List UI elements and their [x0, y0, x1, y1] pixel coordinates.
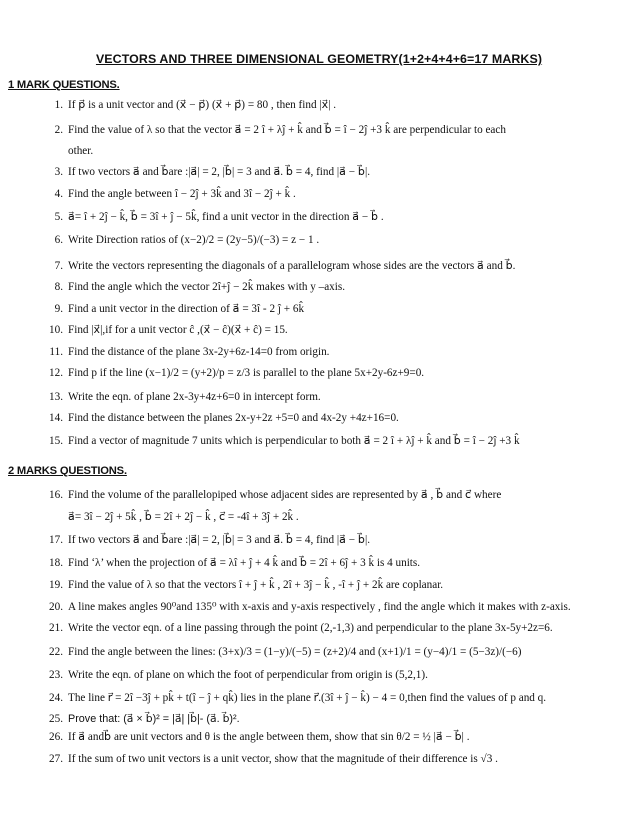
question-number: 22. [49, 646, 63, 658]
question-number: 1. [54, 99, 63, 111]
section-heading-2-marks: 2 MARKS QUESTIONS. [8, 465, 127, 477]
question-continuation: a⃗= 3î − 2ĵ + 5k̂ , b⃗ = 2î + 2ĵ − k̂ , c⃗ = -4î + 3ĵ + 2k̂ . [68, 511, 299, 523]
question-number: 12. [49, 367, 63, 379]
question-number: 15. [49, 435, 63, 447]
question-text: Find p if the line (x−1)/2 = (y+2)/p = z/3 is parallel to the plane 5x+2y-6z+9=0. [68, 367, 425, 379]
question-text: a⃗= î + 2ĵ − k̂, b⃗ = 3î + ĵ − 5k̂, find a unit vector in the direction a⃗ − b⃗ . [68, 211, 384, 223]
question-text: Find the angle between the lines: (3+x)/3 = (1−y)/(−5) = (z+2)/4 and (x+1)/1 = (y−4)/1 = (5−3z)/(−6) [68, 646, 522, 658]
question-number: 3. [54, 166, 63, 178]
question-text: A line makes angles 90⁰and 135⁰ with x-axis and y-axis respectively , find the angle which it makes with z-axis. [68, 601, 571, 613]
question-text: Find |x⃗|,if for a unit vector ĉ ,(x⃗ − ĉ)(x⃗ + ĉ) = 15. [68, 324, 288, 336]
question-number: 8. [54, 281, 63, 293]
question-text: If two vectors a⃗ and b⃗are :|a⃗| = 2, |b⃗| = 3 and a⃗. b⃗ = 4, find |a⃗ − b⃗|. [68, 534, 371, 546]
question-number: 14. [49, 412, 63, 424]
question-text: Find the angle which the vector 2î+ĵ − 2k̂ makes with y –axis. [68, 281, 346, 293]
question-text: The line r⃗ = 2î −3ĵ + pk̂ + t(î − ĵ + qk̂) lies in the plane r⃗.(3î + ĵ − k̂) − 4 = 0,then find the values of p and q. [68, 692, 547, 704]
question-text: Write Direction ratios of (x−2)/2 = (2y−5)/(−3) = z − 1 . [68, 234, 320, 246]
question-continuation: other. [68, 145, 94, 157]
question-number: 27. [49, 753, 63, 765]
question-text: Find the value of λ so that the vectors î + ĵ + k̂ , 2î + 3ĵ − k̂ , -î + ĵ + 2k̂ are coplanar. [68, 579, 444, 591]
question-number: 25. [49, 713, 63, 725]
question-text: Find the angle between î − 2ĵ + 3k̂ and 3î − 2ĵ + k̂ . [68, 188, 296, 200]
question-text: If a⃗ andb⃗ are unit vectors and θ is the angle between them, show that sin θ/2 = ½ |a⃗ − b⃗| . [68, 731, 470, 743]
question-number: 7. [54, 260, 63, 272]
section-heading-1-mark: 1 MARK QUESTIONS. [8, 79, 120, 91]
question-text: Write the eqn. of plane 2x-3y+4z+6=0 in intercept form. [68, 391, 321, 403]
question-number: 13. [49, 391, 63, 403]
question-number: 5. [54, 211, 63, 223]
question-number: 10. [49, 324, 63, 336]
question-text: Find the distance of the plane 3x-2y+6z-14=0 from origin. [68, 346, 330, 358]
question-text: Write the vectors representing the diagonals of a parallelogram whose sides are the vectors a⃗ and b⃗. [68, 260, 516, 272]
question-text: Write the vector eqn. of a line passing through the point (2,-1,3) and perpendicular to the plane 3x-5y+2z=6. [68, 622, 553, 634]
question-text: Prove that: (a⃗ × b⃗)² = |a⃗| |b⃗|- (a⃗. b⃗)². [68, 713, 240, 725]
question-text: If p⃗ is a unit vector and (x⃗ − p⃗) (x⃗ + p⃗) = 80 , then find |x⃗| . [68, 99, 337, 111]
question-text: Find the volume of the parallelopiped whose adjacent sides are represented by a⃗ , b⃗ and c⃗ where [68, 489, 502, 501]
question-number: 20. [49, 601, 63, 613]
question-number: 24. [49, 692, 63, 704]
document-title: VECTORS AND THREE DIMENSIONAL GEOMETRY(1+2+4+4+6=17 MARKS) [95, 52, 543, 66]
question-text: Find the value of λ so that the vector a⃗ = 2 î + λĵ + k̂ and b⃗ = î − 2ĵ +3 k̂ are perpendicular to each [68, 124, 506, 136]
question-number: 4. [54, 188, 63, 200]
question-text: If two vectors a⃗ and b⃗are :|a⃗| = 2, |b⃗| = 3 and a⃗. b⃗ = 4, find |a⃗ − b⃗|. [68, 166, 371, 178]
question-number: 6. [54, 234, 63, 246]
question-text: Find a unit vector in the direction of a⃗ = 3î - 2 ĵ + 6k̂ [68, 303, 305, 315]
question-text: Find the distance between the planes 2x-y+2z +5=0 and 4x-2y +4z+16=0. [68, 412, 399, 424]
question-number: 21. [49, 622, 63, 634]
question-text: Write the eqn. of plane on which the foot of perpendicular from origin is (5,2,1). [68, 669, 428, 681]
question-number: 16. [49, 489, 63, 501]
question-number: 26. [49, 731, 63, 743]
question-number: 11. [49, 346, 63, 358]
question-text: If the sum of two unit vectors is a unit vector, show that the magnitude of their difference is √3 . [68, 753, 498, 765]
question-number: 23. [49, 669, 63, 681]
question-number: 2. [54, 124, 63, 136]
question-number: 17. [49, 534, 63, 546]
question-text: Find a vector of magnitude 7 units which is perpendicular to both a⃗ = 2 î + λĵ + k̂ and b⃗ = î − 2ĵ +3 k̂ [68, 435, 520, 447]
question-text: Find ‘λ’ when the projection of a⃗ = λî + ĵ + 4 k̂ and b⃗ = 2î + 6ĵ + 3 k̂ is 4 units. [68, 557, 421, 569]
question-number: 18. [49, 557, 63, 569]
question-number: 9. [54, 303, 63, 315]
question-number: 19. [49, 579, 63, 591]
